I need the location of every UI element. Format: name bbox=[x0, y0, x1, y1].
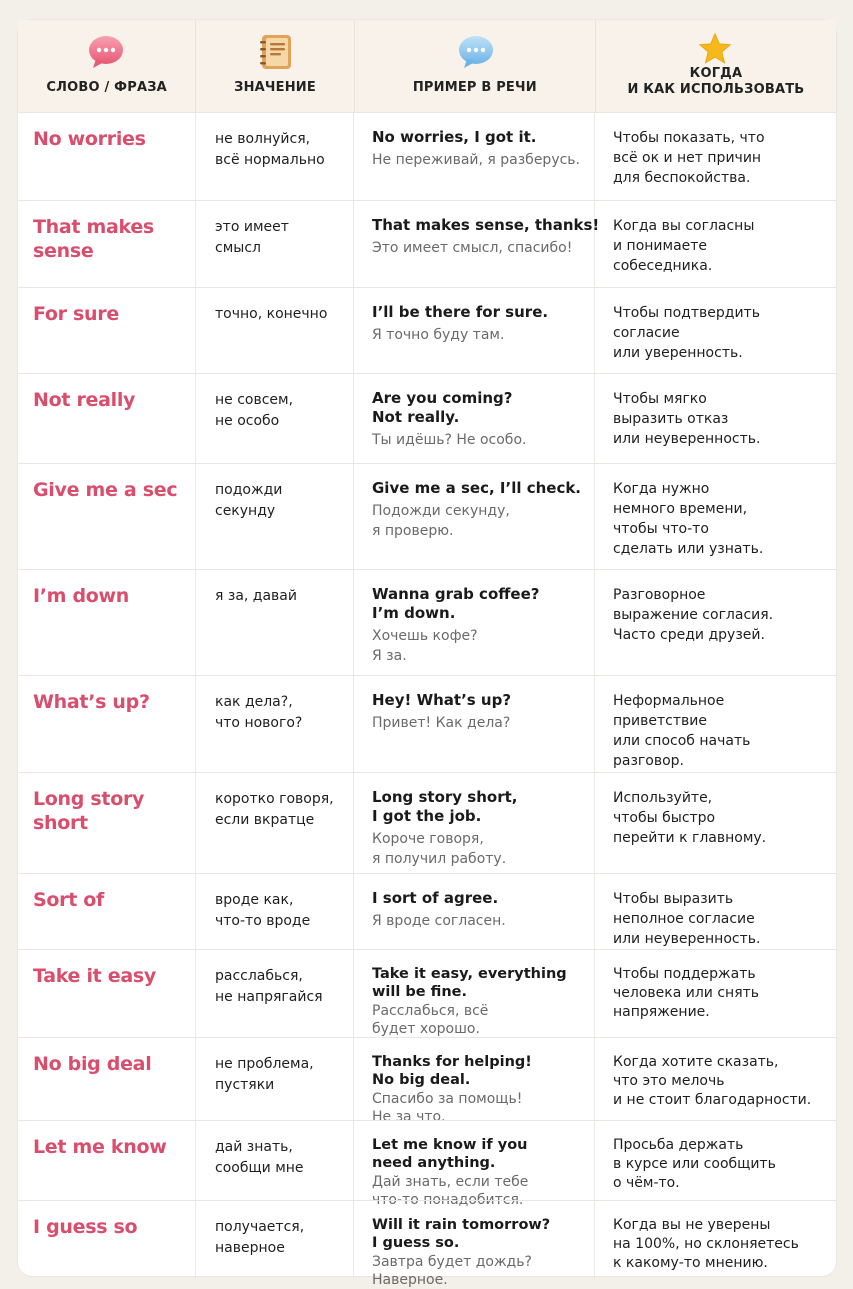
example-russian bbox=[372, 325, 594, 345]
usage-line: для беспокойства. bbox=[613, 170, 751, 186]
example-cell bbox=[354, 201, 600, 288]
blue-speech-bubble-icon bbox=[457, 33, 495, 71]
usage-cell bbox=[595, 374, 836, 464]
meaning-line: получается, bbox=[215, 1219, 305, 1235]
phrase-cell bbox=[18, 201, 196, 288]
phrase-cell bbox=[18, 676, 196, 773]
header-title-line: И КАК ИСПОЛЬЗОВАТЬ bbox=[627, 82, 805, 97]
usage-line: Разговорное bbox=[613, 587, 706, 603]
example-english-line: Wanna grab coffee? bbox=[372, 585, 540, 603]
usage-text bbox=[613, 1053, 836, 1110]
phrase-text: Long story short bbox=[33, 788, 145, 834]
phrase-cell bbox=[18, 874, 196, 950]
usage-line: разговор. bbox=[613, 753, 684, 769]
usage-text bbox=[613, 216, 836, 276]
example-russian bbox=[372, 501, 594, 541]
usage-line: перейти к главному. bbox=[613, 830, 767, 846]
phrase-text: I’m down bbox=[33, 585, 130, 607]
meaning-cell bbox=[196, 113, 354, 201]
meaning-line: смысл bbox=[215, 240, 261, 256]
usage-line: Чтобы мягко bbox=[613, 391, 707, 407]
example-cell bbox=[354, 1201, 595, 1288]
meaning-text bbox=[215, 1054, 353, 1096]
meaning-text bbox=[215, 480, 353, 522]
meaning-text bbox=[215, 1137, 353, 1179]
meaning-line: коротко говоря, bbox=[215, 791, 334, 807]
example-english bbox=[372, 788, 594, 826]
usage-line: Чтобы поддержать bbox=[613, 966, 756, 982]
header-example bbox=[355, 20, 596, 112]
phrase-cell bbox=[18, 113, 196, 201]
table-row bbox=[18, 287, 836, 374]
meaning-text bbox=[215, 217, 353, 259]
phrase-text: No big deal bbox=[33, 1053, 152, 1075]
example-english-line: Let me know if you bbox=[372, 1137, 528, 1153]
usage-cell bbox=[595, 464, 836, 570]
usage-line: или неуверенность. bbox=[613, 931, 761, 947]
meaning-line: это имеет bbox=[215, 219, 289, 235]
example-english-line: I’ll be there for sure. bbox=[372, 303, 549, 321]
example-russian-line: Это имеет смысл, спасибо! bbox=[372, 240, 573, 256]
usage-line: или неуверенность. bbox=[613, 431, 761, 447]
meaning-line: дай знать, bbox=[215, 1139, 293, 1155]
meaning-line: не проблема, bbox=[215, 1056, 314, 1072]
usage-line: собеседника. bbox=[613, 258, 713, 274]
example-russian-line: я получил работу. bbox=[372, 851, 507, 867]
example-cell bbox=[354, 464, 595, 570]
usage-text bbox=[613, 691, 836, 771]
example-russian-line: я проверю. bbox=[372, 523, 454, 539]
usage-cell bbox=[595, 1201, 836, 1281]
header-title-line: ПРИМЕР В РЕЧИ bbox=[412, 80, 537, 95]
example-cell bbox=[354, 676, 595, 773]
example-russian-line: Я за. bbox=[372, 648, 407, 664]
usage-line: Когда вы не уверены bbox=[613, 1217, 771, 1233]
usage-text bbox=[613, 389, 836, 449]
example-english-line: Are you coming? bbox=[372, 389, 513, 407]
example-english-line: will be fine. bbox=[372, 984, 468, 1000]
phrase-cell bbox=[18, 1038, 196, 1121]
usage-line: человека или снять bbox=[613, 985, 760, 1001]
phrase-text: I guess so bbox=[33, 1216, 138, 1238]
usage-cell bbox=[595, 288, 836, 374]
meaning-line: как дела?, bbox=[215, 694, 293, 710]
meaning-line: не особо bbox=[215, 413, 280, 429]
example-english-line: need anything. bbox=[372, 1155, 496, 1171]
header-phrase-title bbox=[18, 80, 195, 96]
phrases-table-card bbox=[18, 20, 836, 1288]
table-header bbox=[18, 20, 836, 112]
meaning-cell bbox=[196, 1201, 354, 1281]
usage-line: Чтобы подтвердить bbox=[613, 305, 760, 321]
example-english-line: That makes sense, thanks! bbox=[372, 216, 600, 234]
example-russian-line: Я точно буду там. bbox=[372, 327, 505, 343]
usage-cell bbox=[595, 113, 836, 201]
usage-text bbox=[613, 1136, 836, 1193]
meaning-line: не волнуйся, bbox=[215, 131, 311, 147]
example-russian-line: Не переживай, я разберусь. bbox=[372, 152, 580, 168]
usage-cell bbox=[595, 1121, 836, 1201]
usage-text bbox=[613, 585, 836, 645]
example-russian-line: Подожди секунду, bbox=[372, 503, 510, 519]
usage-line: и не стоит благодарности. bbox=[613, 1092, 812, 1108]
table-row bbox=[18, 463, 836, 570]
phrase-text: Let me know bbox=[33, 1136, 167, 1158]
phrase-cell bbox=[18, 570, 196, 676]
example-cell bbox=[354, 1038, 595, 1125]
meaning-line: не совсем, bbox=[215, 392, 294, 408]
phrase-text: Take it easy bbox=[33, 965, 156, 987]
example-russian-line: Спасибо за помощь! bbox=[372, 1091, 523, 1107]
meaning-line: сообщи мне bbox=[215, 1160, 304, 1176]
example-english bbox=[372, 1053, 594, 1089]
example-russian-line: Наверное. bbox=[372, 1272, 448, 1288]
usage-line: что это мелочь bbox=[613, 1073, 725, 1089]
example-english bbox=[372, 965, 594, 1001]
table-row bbox=[18, 112, 836, 201]
example-russian bbox=[372, 713, 594, 733]
table-row bbox=[18, 1200, 836, 1288]
meaning-cell bbox=[196, 676, 354, 773]
example-english-line: No big deal. bbox=[372, 1072, 471, 1088]
usage-text bbox=[613, 889, 836, 949]
phrase-text: That makes sense bbox=[33, 216, 154, 262]
header-phrase bbox=[18, 20, 196, 112]
notebook-icon bbox=[257, 33, 295, 71]
usage-line: Когда нужно bbox=[613, 481, 710, 497]
usage-line: сделать или узнать. bbox=[613, 541, 764, 557]
usage-line: неполное согласие bbox=[613, 911, 755, 927]
header-usage bbox=[596, 20, 836, 112]
usage-text bbox=[613, 788, 836, 848]
meaning-line: точно, конечно bbox=[215, 306, 328, 322]
usage-line: Когда вы согласны bbox=[613, 218, 755, 234]
example-cell bbox=[354, 113, 595, 201]
usage-text bbox=[613, 965, 836, 1022]
header-example-title bbox=[355, 80, 595, 96]
usage-line: всё ок и нет причин bbox=[613, 150, 762, 166]
usage-line: Неформальное bbox=[613, 693, 725, 709]
example-russian bbox=[372, 829, 594, 869]
example-cell bbox=[354, 374, 595, 464]
example-cell bbox=[354, 874, 595, 950]
meaning-cell bbox=[196, 288, 354, 374]
meaning-cell bbox=[196, 1121, 354, 1201]
example-russian bbox=[372, 150, 594, 170]
meaning-text bbox=[215, 304, 353, 325]
header-title-line: КОГДА bbox=[689, 66, 743, 81]
example-english bbox=[372, 303, 594, 322]
example-english bbox=[372, 216, 600, 235]
phrase-text: What’s up? bbox=[33, 691, 150, 713]
phrase-text: Not really bbox=[33, 389, 136, 411]
usage-line: Чтобы показать, что bbox=[613, 130, 765, 146]
example-english bbox=[372, 1216, 594, 1252]
meaning-line: наверное bbox=[215, 1240, 285, 1256]
example-russian-line: Расслабься, всё bbox=[372, 1003, 489, 1019]
meaning-line: я за, давай bbox=[215, 588, 297, 604]
table-row bbox=[18, 873, 836, 950]
meaning-line: всё нормально bbox=[215, 152, 325, 168]
example-english-line: Will it rain tomorrow? bbox=[372, 1217, 551, 1233]
usage-text bbox=[613, 128, 836, 188]
example-russian-line: Не за что. bbox=[372, 1109, 446, 1125]
meaning-cell bbox=[196, 1038, 354, 1121]
example-russian-line: будет хорошо. bbox=[372, 1021, 480, 1037]
table-row bbox=[18, 1037, 836, 1125]
usage-cell bbox=[595, 874, 836, 950]
usage-line: на 100%, но склоняетесь bbox=[613, 1236, 799, 1252]
meaning-text bbox=[215, 390, 353, 432]
usage-line: приветствие bbox=[613, 713, 707, 729]
example-english bbox=[372, 1136, 594, 1172]
meaning-cell bbox=[196, 950, 354, 1038]
meaning-line: пустяки bbox=[215, 1077, 275, 1093]
phrase-cell bbox=[18, 464, 196, 570]
example-russian-line: Короче говоря, bbox=[372, 831, 484, 847]
pink-speech-bubble-icon bbox=[87, 33, 125, 71]
example-english-line: I got the job. bbox=[372, 807, 482, 825]
header-title-line: ЗНАЧЕНИЕ bbox=[234, 80, 316, 95]
phrase-cell bbox=[18, 950, 196, 1038]
example-cell bbox=[354, 570, 595, 676]
meaning-text bbox=[215, 789, 353, 831]
meaning-line: секунду bbox=[215, 503, 276, 519]
example-english-line: I guess so. bbox=[372, 1235, 460, 1251]
meaning-text bbox=[215, 129, 353, 171]
phrase-cell bbox=[18, 374, 196, 464]
example-english-line: Long story short, bbox=[372, 788, 518, 806]
phrase-text: No worries bbox=[33, 128, 146, 150]
usage-line: Часто среди друзей. bbox=[613, 627, 765, 643]
meaning-line: расслабься, bbox=[215, 968, 303, 984]
usage-line: и понимаете bbox=[613, 238, 708, 254]
usage-line: Когда хотите сказать, bbox=[613, 1054, 779, 1070]
usage-line: или уверенность. bbox=[613, 345, 743, 361]
example-english-line: Take it easy, everything bbox=[372, 966, 567, 982]
meaning-cell bbox=[196, 464, 354, 570]
table-row bbox=[18, 200, 836, 288]
usage-line: немного времени, bbox=[613, 501, 748, 517]
example-english-line: I’m down. bbox=[372, 604, 456, 622]
header-meaning-title bbox=[196, 80, 353, 96]
example-russian-line: что-то понадобится. bbox=[372, 1192, 524, 1208]
table-row bbox=[18, 373, 836, 464]
usage-text bbox=[613, 1216, 836, 1273]
usage-cell bbox=[595, 950, 836, 1038]
example-russian-line: Завтра будет дождь? bbox=[372, 1254, 532, 1270]
usage-cell bbox=[595, 570, 836, 676]
usage-cell bbox=[595, 773, 836, 874]
example-russian bbox=[372, 238, 594, 258]
meaning-line: подожди bbox=[215, 482, 283, 498]
usage-cell bbox=[595, 676, 836, 773]
table-row bbox=[18, 772, 836, 874]
meaning-text bbox=[215, 586, 353, 607]
meaning-line: что нового? bbox=[215, 715, 303, 731]
phrase-cell bbox=[18, 1121, 196, 1201]
example-russian-line: Привет! Как дела? bbox=[372, 715, 511, 731]
usage-line: чтобы быстро bbox=[613, 810, 716, 826]
usage-line: о чём-то. bbox=[613, 1175, 680, 1191]
meaning-text bbox=[215, 1217, 353, 1259]
example-cell bbox=[354, 1121, 595, 1208]
example-english bbox=[372, 479, 594, 498]
usage-cell bbox=[595, 1038, 836, 1121]
usage-line: в курсе или сообщить bbox=[613, 1156, 776, 1172]
meaning-line: что-то вроде bbox=[215, 913, 311, 929]
meaning-cell bbox=[196, 773, 354, 874]
meaning-text bbox=[215, 890, 353, 932]
phrase-text: Give me a sec bbox=[33, 479, 178, 501]
example-english bbox=[372, 389, 594, 427]
example-russian-line: Ты идёшь? Не особо. bbox=[372, 432, 527, 448]
example-cell bbox=[354, 288, 595, 374]
meaning-cell bbox=[196, 201, 354, 288]
example-russian bbox=[372, 626, 594, 666]
phrase-cell bbox=[18, 1201, 196, 1281]
example-english-line: Hey! What’s up? bbox=[372, 691, 512, 709]
phrase-text: Sort of bbox=[33, 889, 105, 911]
example-english-line: No worries, I got it. bbox=[372, 128, 537, 146]
usage-line: напряжение. bbox=[613, 1004, 710, 1020]
example-russian bbox=[372, 1002, 594, 1038]
example-russian-line: Хочешь кофе? bbox=[372, 628, 478, 644]
usage-line: выражение согласия. bbox=[613, 607, 774, 623]
table-row bbox=[18, 675, 836, 773]
usage-line: Просьба держать bbox=[613, 1137, 744, 1153]
example-english bbox=[372, 691, 594, 710]
example-russian-line: Я вроде согласен. bbox=[372, 913, 506, 929]
header-title-line: СЛОВО / ФРАЗА bbox=[46, 80, 167, 95]
usage-line: выразить отказ bbox=[613, 411, 729, 427]
meaning-cell bbox=[196, 374, 354, 464]
example-russian-line: Дай знать, если тебе bbox=[372, 1174, 529, 1190]
example-english-line: Thanks for helping! bbox=[372, 1054, 532, 1070]
meaning-line: если вкратце bbox=[215, 812, 315, 828]
example-english-line: Not really. bbox=[372, 408, 460, 426]
table-row bbox=[18, 569, 836, 676]
header-meaning bbox=[196, 20, 354, 112]
example-english bbox=[372, 889, 594, 908]
usage-line: Чтобы выразить bbox=[613, 891, 734, 907]
phrase-text: For sure bbox=[33, 303, 119, 325]
meaning-cell bbox=[196, 874, 354, 950]
example-english-line: Give me a sec, I’ll check. bbox=[372, 479, 582, 497]
example-cell bbox=[354, 950, 595, 1038]
usage-line: чтобы что-то bbox=[613, 521, 709, 537]
example-russian bbox=[372, 430, 594, 450]
usage-line: или способ начать bbox=[613, 733, 751, 749]
meaning-text bbox=[215, 966, 353, 1008]
usage-text bbox=[613, 303, 836, 363]
usage-line: согласие bbox=[613, 325, 680, 341]
example-russian bbox=[372, 1253, 594, 1289]
usage-line: Используйте, bbox=[613, 790, 713, 806]
header-usage-title bbox=[596, 66, 836, 98]
example-english bbox=[372, 128, 594, 147]
usage-text bbox=[613, 479, 836, 559]
usage-line: к какому-то мнению. bbox=[613, 1255, 768, 1271]
meaning-text bbox=[215, 692, 353, 734]
meaning-line: не напрягайся bbox=[215, 989, 323, 1005]
meaning-cell bbox=[196, 570, 354, 676]
usage-cell bbox=[595, 201, 836, 288]
phrase-cell bbox=[18, 288, 196, 374]
star-icon bbox=[697, 31, 733, 67]
table-row bbox=[18, 1120, 836, 1208]
phrase-cell bbox=[18, 773, 196, 874]
example-cell bbox=[354, 773, 595, 874]
example-english bbox=[372, 585, 594, 623]
example-english-line: I sort of agree. bbox=[372, 889, 499, 907]
example-russian bbox=[372, 911, 594, 931]
table-row bbox=[18, 949, 836, 1038]
meaning-line: вроде как, bbox=[215, 892, 294, 908]
